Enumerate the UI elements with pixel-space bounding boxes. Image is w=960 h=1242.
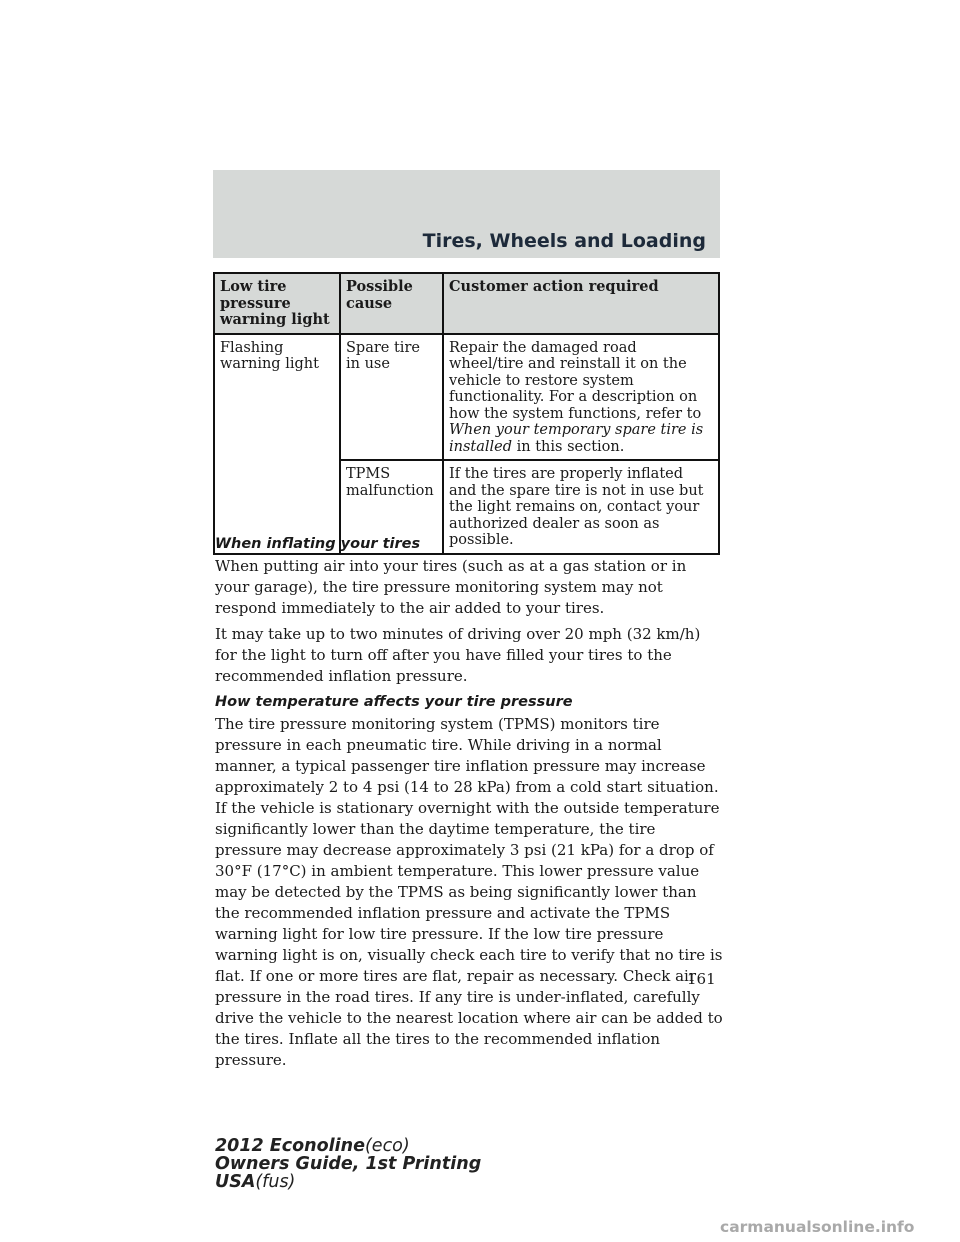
footer-model-code: (eco)	[364, 1136, 410, 1156]
cell-light-state: Flashing warning light	[214, 334, 340, 554]
paragraph: It may take up to two minutes of driving over 20 mph (32 km/h) for the light to turn off after you have filled your tires to the recommended inflation pressure.	[215, 625, 701, 685]
watermark: carmanualsonline.info	[720, 1218, 915, 1236]
cell-cause: Spare tire in use	[340, 334, 443, 461]
section-header-band	[213, 170, 720, 258]
body-text	[215, 534, 725, 1076]
column-header-action: Customer action required	[443, 273, 719, 334]
subheading-inflating: When inflating your tires	[215, 536, 421, 552]
paragraph-part: This lower pressure value may be detected by the TPMS as being significantly lower than the recommended inflation pressure and activate the TPMS warning light for low tire pressure. If the low tire pressure warning light is on, visually check each tire to verify that no tire is flat. If one or more tires are flat, repair as necessary. Check air pressure in the road tires. If any tire is under-inflated, carefully drive the vehicle to the nearest location where air can be added to the tires. Inflate all the tires to the recommended inflation pressure.	[215, 862, 723, 1069]
warning-light-table	[213, 272, 720, 555]
footer-model: 2012 Econoline	[215, 1136, 365, 1156]
paragraph-part: The tire pressure monitoring system (TPMS) monitors tire pressure in each pneumatic tire. While driving in a normal manner, a typical passenger tire inflation pressure may increase approximately 2 to 4 psi (14 to 28 kPa) from a cold start situation. If the vehicle is stationary overnight with the outside temperature significantly lower than the daytime temperature, the tire pressure may decrease approximately 3 psi (21 kPa) for a drop of 30°F (17°C) in ambient temperature.	[215, 715, 720, 880]
footer-market: USA	[215, 1172, 256, 1192]
table-row	[214, 334, 719, 461]
cross-reference: When your temporary spare tire is installed	[449, 422, 704, 455]
cell-action: If the tires are properly inflated and the spare tire is not in use but the light remains on, contact your authorized dealer as soon as possible.	[443, 460, 719, 554]
column-header-cause: Possible cause	[340, 273, 443, 334]
paragraph	[215, 714, 725, 1071]
column-header-light: Low tire pressure warning light	[214, 273, 340, 334]
paragraph: When putting air into your tires (such as at a gas station or in your garage), the tire pressure monitoring system may not respond immediately to the air added to your tires.	[215, 557, 687, 617]
section-title: Tires, Wheels and Loading	[422, 230, 706, 252]
cell-action	[443, 334, 719, 461]
page-number: 161	[687, 970, 716, 988]
footer-guide: Owners Guide, 1st Printing	[215, 1154, 482, 1174]
action-text: in this section.	[512, 438, 625, 455]
action-text: Repair the damaged road wheel/tire and reinstall it on the vehicle to restore system functionality. For a description on how the system functions, refer to	[449, 339, 702, 422]
table-header-row	[214, 273, 719, 334]
subheading-temperature: How temperature affects your tire pressure	[215, 694, 573, 710]
cell-cause: TPMS malfunction	[340, 460, 443, 554]
print-footer	[215, 1137, 481, 1191]
footer-market-code: (fus)	[255, 1172, 296, 1192]
